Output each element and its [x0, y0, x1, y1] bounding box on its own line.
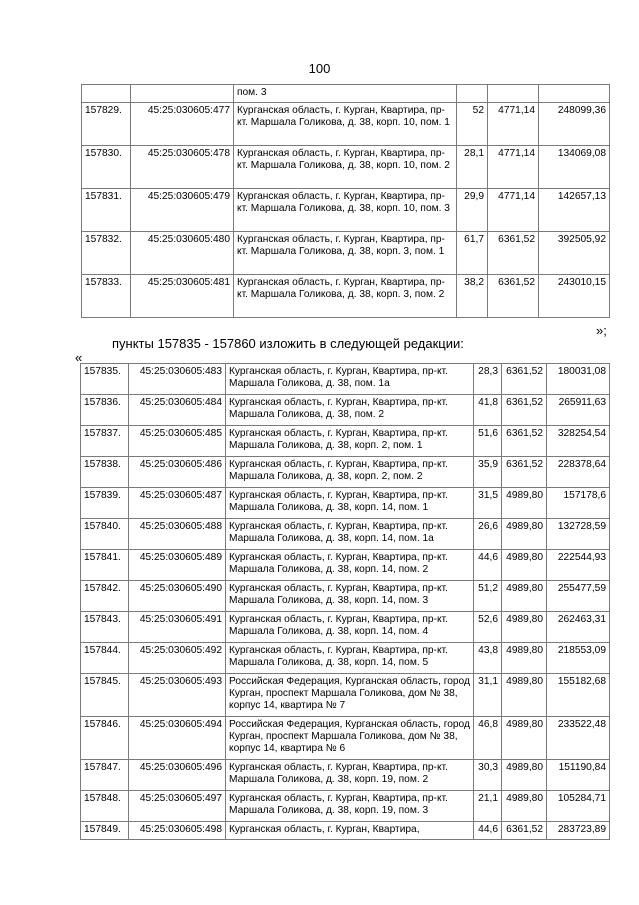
cadastral-value-cell: 248099,36	[539, 103, 610, 146]
table-row	[82, 275, 610, 318]
row-number-cell: 157838.	[81, 457, 129, 488]
address-cell: Курганская область, г. Курган, Квартира, пр-кт. Маршала Голикова, д. 38, пом. 2	[226, 395, 474, 426]
cadastral-number-cell: 45:25:030605:479	[131, 189, 234, 232]
address-cell: Курганская область, г. Курган, Квартира, пр-кт. Маршала Голикова, д. 38, корп. 10, пом. 2	[234, 146, 457, 189]
address-cell: Курганская область, г. Курган, Квартира, пр-кт. Маршала Голикова, д. 38, корп. 14, пом. 5	[226, 643, 474, 674]
unit-price-cell: 4989,80	[502, 674, 547, 717]
unit-price-cell: 4771,14	[488, 146, 539, 189]
row-number-cell: 157841.	[81, 550, 129, 581]
unit-price-cell: 4989,80	[502, 643, 547, 674]
unit-price-cell: 4989,80	[502, 717, 547, 760]
table-row	[81, 612, 610, 643]
row-number-cell: 157843.	[81, 612, 129, 643]
area-cell: 51,6	[474, 426, 502, 457]
cadastral-number-cell: 45:25:030605:480	[131, 232, 234, 275]
address-cell: Курганская область, г. Курган, Квартира, пр-кт. Маршала Голикова, д. 38, корп. 14, пом. 2	[226, 550, 474, 581]
address-cell: пом. 3	[234, 85, 457, 103]
row-number-cell: 157847.	[81, 760, 129, 791]
address-cell: Курганская область, г. Курган, Квартира,	[226, 822, 474, 840]
unit-price-cell: 4989,80	[502, 760, 547, 791]
table-row	[81, 760, 610, 791]
table-row	[81, 550, 610, 581]
area-cell: 44,6	[474, 822, 502, 840]
cadastral-value-cell: 180031,08	[547, 364, 610, 395]
cadastral-value-cell: 265911,63	[547, 395, 610, 426]
row-number-cell: 157842.	[81, 581, 129, 612]
unit-price-cell: 6361,52	[488, 275, 539, 318]
cadastral-number-cell: 45:25:030605:498	[129, 822, 226, 840]
unit-price-cell	[488, 85, 539, 103]
cadastral-number-cell: 45:25:030605:496	[129, 760, 226, 791]
area-cell: 44,6	[474, 550, 502, 581]
table-body	[82, 85, 610, 318]
row-number-cell: 157845.	[81, 674, 129, 717]
opening-quote: «	[75, 350, 83, 365]
row-number-cell	[82, 85, 131, 103]
cadastral-number-cell: 45:25:030605:497	[129, 791, 226, 822]
address-cell: Курганская область, г. Курган, Квартира, пр-кт. Маршала Голикова, д. 38, корп. 19, пом. 3	[226, 791, 474, 822]
page-number: 100	[308, 61, 331, 76]
row-number-cell: 157848.	[81, 791, 129, 822]
table-row	[81, 791, 610, 822]
table-row	[82, 189, 610, 232]
area-cell: 51,2	[474, 581, 502, 612]
row-number-cell: 157830.	[82, 146, 131, 189]
area-cell: 30,3	[474, 760, 502, 791]
area-cell: 46,8	[474, 717, 502, 760]
cadastral-number-cell: 45:25:030605:487	[129, 488, 226, 519]
address-cell: Российская Федерация, Курганская область, город Курган, проспект Маршала Голикова, дом № 38, корпус 14, квартира № 7	[226, 674, 474, 717]
property-table-amended	[80, 363, 610, 840]
cadastral-number-cell: 45:25:030605:481	[131, 275, 234, 318]
cadastral-value-cell: 155182,68	[547, 674, 610, 717]
table-body	[81, 364, 610, 840]
row-number-cell: 157832.	[82, 232, 131, 275]
unit-price-cell: 4989,80	[502, 550, 547, 581]
cadastral-number-cell: 45:25:030605:491	[129, 612, 226, 643]
property-table-continued	[81, 84, 610, 318]
area-cell: 26,6	[474, 519, 502, 550]
cadastral-number-cell: 45:25:030605:492	[129, 643, 226, 674]
row-number-cell: 157836.	[81, 395, 129, 426]
cadastral-number-cell: 45:25:030605:477	[131, 103, 234, 146]
cadastral-value-cell: 142657,13	[539, 189, 610, 232]
unit-price-cell: 6361,52	[488, 232, 539, 275]
area-cell: 35,9	[474, 457, 502, 488]
cadastral-number-cell: 45:25:030605:483	[129, 364, 226, 395]
cadastral-value-cell: 243010,15	[539, 275, 610, 318]
cadastral-value-cell: 134069,08	[539, 146, 610, 189]
cadastral-value-cell: 132728,59	[547, 519, 610, 550]
area-cell: 38,2	[457, 275, 488, 318]
area-cell: 28,1	[457, 146, 488, 189]
area-cell: 52,6	[474, 612, 502, 643]
cadastral-value-cell: 228378,64	[547, 457, 610, 488]
cadastral-number-cell: 45:25:030605:494	[129, 717, 226, 760]
row-number-cell: 157846.	[81, 717, 129, 760]
table-row	[81, 426, 610, 457]
cadastral-value-cell: 222544,93	[547, 550, 610, 581]
cadastral-value-cell	[539, 85, 610, 103]
cadastral-number-cell: 45:25:030605:485	[129, 426, 226, 457]
table-row	[81, 717, 610, 760]
unit-price-cell: 6361,52	[502, 426, 547, 457]
table-row	[81, 395, 610, 426]
cadastral-value-cell: 255477,59	[547, 581, 610, 612]
area-cell	[457, 85, 488, 103]
cadastral-number-cell: 45:25:030605:489	[129, 550, 226, 581]
row-number-cell: 157844.	[81, 643, 129, 674]
unit-price-cell: 4771,14	[488, 189, 539, 232]
unit-price-cell: 4989,80	[502, 581, 547, 612]
address-cell: Курганская область, г. Курган, Квартира, пр-кт. Маршала Голикова, д. 38, пом. 1а	[226, 364, 474, 395]
area-cell: 52	[457, 103, 488, 146]
area-cell: 31,1	[474, 674, 502, 717]
table-row	[81, 674, 610, 717]
cadastral-value-cell: 218553,09	[547, 643, 610, 674]
unit-price-cell: 4989,80	[502, 488, 547, 519]
table-row	[82, 103, 610, 146]
cadastral-value-cell: 151190,84	[547, 760, 610, 791]
unit-price-cell: 4989,80	[502, 791, 547, 822]
row-number-cell: 157833.	[82, 275, 131, 318]
unit-price-cell: 4989,80	[502, 612, 547, 643]
address-cell: Курганская область, г. Курган, Квартира, пр-кт. Маршала Голикова, д. 38, корп. 14, пом. 1	[226, 488, 474, 519]
cadastral-value-cell: 105284,71	[547, 791, 610, 822]
area-cell: 41,8	[474, 395, 502, 426]
row-number-cell: 157835.	[81, 364, 129, 395]
unit-price-cell: 6361,52	[502, 364, 547, 395]
unit-price-cell: 6361,52	[502, 457, 547, 488]
area-cell: 61,7	[457, 232, 488, 275]
row-number-cell: 157829.	[82, 103, 131, 146]
address-cell: Курганская область, г. Курган, Квартира, пр-кт. Маршала Голикова, д. 38, корп. 10, пом. 3	[234, 189, 457, 232]
table-row	[81, 519, 610, 550]
cadastral-value-cell: 283723,89	[547, 822, 610, 840]
table-row	[82, 232, 610, 275]
address-cell: Курганская область, г. Курган, Квартира, пр-кт. Маршала Голикова, д. 38, корп. 14, пом. 4	[226, 612, 474, 643]
cadastral-value-cell: 262463,31	[547, 612, 610, 643]
area-cell: 29,9	[457, 189, 488, 232]
closing-quote: »;	[596, 323, 607, 338]
table-row	[82, 146, 610, 189]
cadastral-number-cell	[131, 85, 234, 103]
address-cell: Курганская область, г. Курган, Квартира, пр-кт. Маршала Голикова, д. 38, корп. 14, пом. 1а	[226, 519, 474, 550]
address-cell: Курганская область, г. Курган, Квартира, пр-кт. Маршала Голикова, д. 38, корп. 2, пом. 2	[226, 457, 474, 488]
address-cell: Курганская область, г. Курган, Квартира, пр-кт. Маршала Голикова, д. 38, корп. 3, пом. 1	[234, 232, 457, 275]
table-row	[81, 822, 610, 840]
unit-price-cell: 6361,52	[502, 395, 547, 426]
address-cell: Российская Федерация, Курганская область, город Курган, проспект Маршала Голикова, дом № 38, корпус 14, квартира № 6	[226, 717, 474, 760]
address-cell: Курганская область, г. Курган, Квартира, пр-кт. Маршала Голикова, д. 38, корп. 2, пом. 1	[226, 426, 474, 457]
cadastral-number-cell: 45:25:030605:493	[129, 674, 226, 717]
row-number-cell: 157831.	[82, 189, 131, 232]
area-cell: 31,5	[474, 488, 502, 519]
address-cell: Курганская область, г. Курган, Квартира, пр-кт. Маршала Голикова, д. 38, корп. 3, пом. 2	[234, 275, 457, 318]
table-row	[81, 364, 610, 395]
unit-price-cell: 4989,80	[502, 519, 547, 550]
table-row	[82, 85, 610, 103]
cadastral-number-cell: 45:25:030605:484	[129, 395, 226, 426]
table-row	[81, 488, 610, 519]
cadastral-value-cell: 157178,6	[547, 488, 610, 519]
row-number-cell: 157839.	[81, 488, 129, 519]
cadastral-value-cell: 328254,54	[547, 426, 610, 457]
address-cell: Курганская область, г. Курган, Квартира, пр-кт. Маршала Голикова, д. 38, корп. 14, пом. 3	[226, 581, 474, 612]
area-cell: 28,3	[474, 364, 502, 395]
unit-price-cell: 6361,52	[502, 822, 547, 840]
unit-price-cell: 4771,14	[488, 103, 539, 146]
cadastral-number-cell: 45:25:030605:490	[129, 581, 226, 612]
cadastral-number-cell: 45:25:030605:488	[129, 519, 226, 550]
table-row	[81, 581, 610, 612]
cadastral-number-cell: 45:25:030605:478	[131, 146, 234, 189]
row-number-cell: 157837.	[81, 426, 129, 457]
address-cell: Курганская область, г. Курган, Квартира, пр-кт. Маршала Голикова, д. 38, корп. 10, пом. 1	[234, 103, 457, 146]
area-cell: 21,1	[474, 791, 502, 822]
row-number-cell: 157849.	[81, 822, 129, 840]
address-cell: Курганская область, г. Курган, Квартира, пр-кт. Маршала Голикова, д. 38, корп. 19, пом. 2	[226, 760, 474, 791]
cadastral-value-cell: 392505,92	[539, 232, 610, 275]
amendment-instruction: пункты 157835 - 157860 изложить в следующей редакции:	[112, 336, 464, 351]
table-row	[81, 457, 610, 488]
table-row	[81, 643, 610, 674]
cadastral-number-cell: 45:25:030605:486	[129, 457, 226, 488]
row-number-cell: 157840.	[81, 519, 129, 550]
area-cell: 43,8	[474, 643, 502, 674]
cadastral-value-cell: 233522,48	[547, 717, 610, 760]
